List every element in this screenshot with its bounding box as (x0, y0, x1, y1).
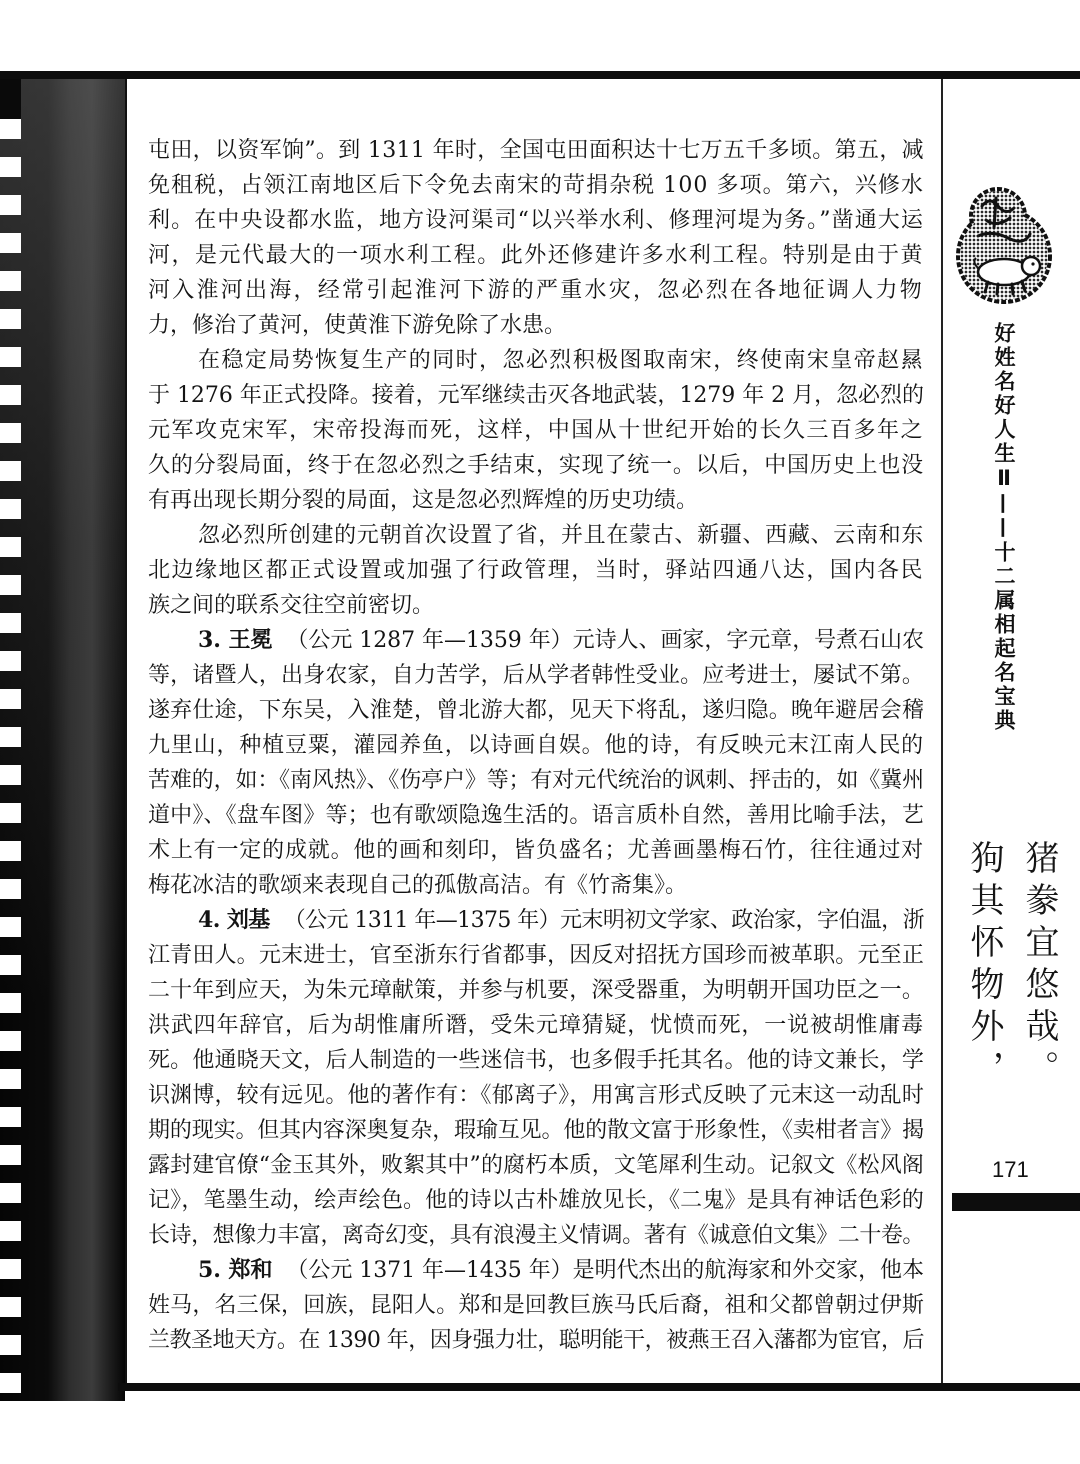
body-text-line: 洪武四年辞官，后为胡惟庸所谮，受朱元璋猜疑，忧愤而死，一说被胡惟庸毒 (148, 1013, 924, 1038)
body-text-line: 术上有一定的成就。他的画和刻印，皆负盛名；尤善画墨梅石竹，往往通过对 (148, 838, 924, 863)
body-text-line: 二十年到应天，为朱元璋献策，并参与机要，深受器重，为明朝开国功臣之一。 (148, 978, 924, 1003)
body-text-line: 北边缘地区都正式设置或加强了行政管理，当时，驿站四通八达，国内各民 (148, 558, 924, 583)
body-text-line: 于 1276 年正式投降。接着，元军继续击灭各地武装，1279 年 2 月，忽必烈的 (148, 383, 924, 408)
body-text-line: 族之间的联系交往空前密切。 (148, 593, 435, 618)
body-text-line: 力，修治了黄河，使黄淮下游免除了水患。 (148, 313, 567, 338)
series-title: 好姓名好人生Ⅱ——十二属相起名宝典 (992, 322, 1016, 733)
body-text-line: 江青田人。元末进士，官至浙东行省都事，因反对招抚方国珍而被革职。元至正 (148, 943, 924, 968)
body-text-line: 识渊博，较有远见。他的著作有：《郁离子》，用寓言形式反映了元末这一动乱时 (148, 1083, 924, 1108)
body-text-line: 遂弃仕途，下东吴，入淮楚，曾北游大都，见天下将乱，遂归隐。晚年避居会稽 (148, 698, 924, 723)
body-text-line: 在稳定局势恢复生产的同时，忽必烈积极图取南宋，终使南宋皇帝赵㬎 (198, 348, 924, 373)
frame-right-rule (941, 79, 943, 1385)
top-rule (0, 71, 1080, 79)
poem-column-left: 狗其怀物外， (964, 840, 1004, 1092)
entry-text: （公元 1287 年—1359 年）元诗人、画家，字元章，号煮石山农 (286, 628, 924, 653)
entry-line-wang-mian (148, 623, 924, 658)
entry-heading: 5. 郑和 (198, 1257, 273, 1283)
entry-text: （公元 1311 年—1375 年）元末明初文学家、政治家，字伯温，浙 (283, 908, 924, 933)
entry-line-zheng-he (148, 1253, 924, 1288)
body-text-line: 有再出现长期分裂的局面，这是忽必烈辉煌的历史功绩。 (148, 488, 699, 513)
body-text-line: 死。他通晓天文，后人制造的一些迷信书，也多假手托其名。他的诗文兼长，学 (148, 1048, 924, 1073)
film-sprocket-holes (0, 79, 21, 1401)
body-text-line: 久的分裂局面，终于在忽必烈之手结束，实现了统一。以后，中国历史上也没 (148, 453, 924, 478)
body-text-line: 长诗，想像力丰富，离奇幻变，具有浪漫主义情调。著有《诚意伯文集》二十卷。 (148, 1223, 924, 1248)
film-strip-top-block (0, 79, 21, 119)
zodiac-pig-emblem (948, 186, 1058, 304)
page-number-bar (952, 1193, 1080, 1211)
bottom-rule (118, 1383, 1080, 1391)
entry-line-liu-ji (148, 903, 924, 938)
entry-heading: 3. 王冕 (198, 627, 273, 653)
page-number: 171 (992, 1157, 1029, 1182)
body-text-line: 忽必烈所创建的元朝首次设置了省，并且在蒙古、新疆、西藏、云南和东 (198, 523, 924, 548)
body-text (148, 133, 924, 1358)
body-text-line: 姓马，名三保，回族，昆阳人。郑和是回教巨族马氏后裔，祖和父都曾朝过伊斯 (148, 1293, 924, 1318)
film-strip-margin (0, 79, 125, 1401)
frame-left-rule (125, 79, 127, 1385)
body-text-line: 期的现实。但其内容深奥复杂，瑕瑜互见。他的散文富于形象性，《卖柑者言》揭 (148, 1118, 924, 1143)
poem-column-right: 猪豢宜悠哉。 (1019, 840, 1059, 1092)
body-text-line: 露封建官僚“金玉其外，败絮其中”的腐朽本质，文笔犀利生动。记叙文《松风阁 (148, 1153, 924, 1178)
body-text-line: 屯田，以资军饷”。到 1311 年时，全国屯田面积达十七万五千多顷。第五，减 (148, 138, 924, 163)
body-text-line: 免租税，占领江南地区后下令免去南宋的苛捐杂税 100 多项。第六，兴修水 (148, 173, 924, 198)
body-text-line: 苦难的，如：《南风热》、《伤亭户》等；有对元代统治的讽刺、抨击的，如《冀州 (148, 768, 924, 793)
body-text-line: 元军攻克宋军，宋帝投海而死，这样，中国从十世纪开始的长久三百多年之 (148, 418, 924, 443)
body-text-line: 记》，笔墨生动，绘声绘色。他的诗以古朴雄放见长，《二鬼》是具有神话色彩的 (148, 1188, 924, 1213)
body-text-line: 梅花冰洁的歌颂来表现自己的孤傲高洁。有《竹斋集》。 (148, 873, 688, 898)
entry-text: （公元 1371 年—1435 年）是明代杰出的航海家和外交家，他本 (286, 1258, 924, 1283)
body-text-line: 利。在中央设都水监，地方设河渠司“以兴举水利、修理河堤为务。”凿通大运 (148, 208, 924, 233)
body-text-line: 河，是元代最大的一项水利工程。此外还修建许多水利工程。特别是由于黄 (148, 243, 924, 268)
entry-heading: 4. 刘基 (198, 907, 270, 933)
body-text-line: 兰教圣地天方。在 1390 年，因身强力壮，聪明能干，被燕王召入藩都为宦官，后 (148, 1328, 924, 1353)
body-text-line: 等，诸暨人，出身农家，自力苦学，后从学者韩性受业。应考进士，屡试不第。 (148, 663, 924, 688)
body-text-line: 河入淮河出海，经常引起淮河下游的严重水灾，忽必烈在各地征调人力物 (148, 278, 924, 303)
body-text-line: 九里山，种植豆粟，灌园养鱼，以诗画自娱。他的诗，有反映元末江南人民的 (148, 733, 924, 758)
body-text-line: 道中》、《盘车图》等；也有歌颂隐逸生活的。语言质朴自然，善用比喻手法，艺 (148, 803, 924, 828)
